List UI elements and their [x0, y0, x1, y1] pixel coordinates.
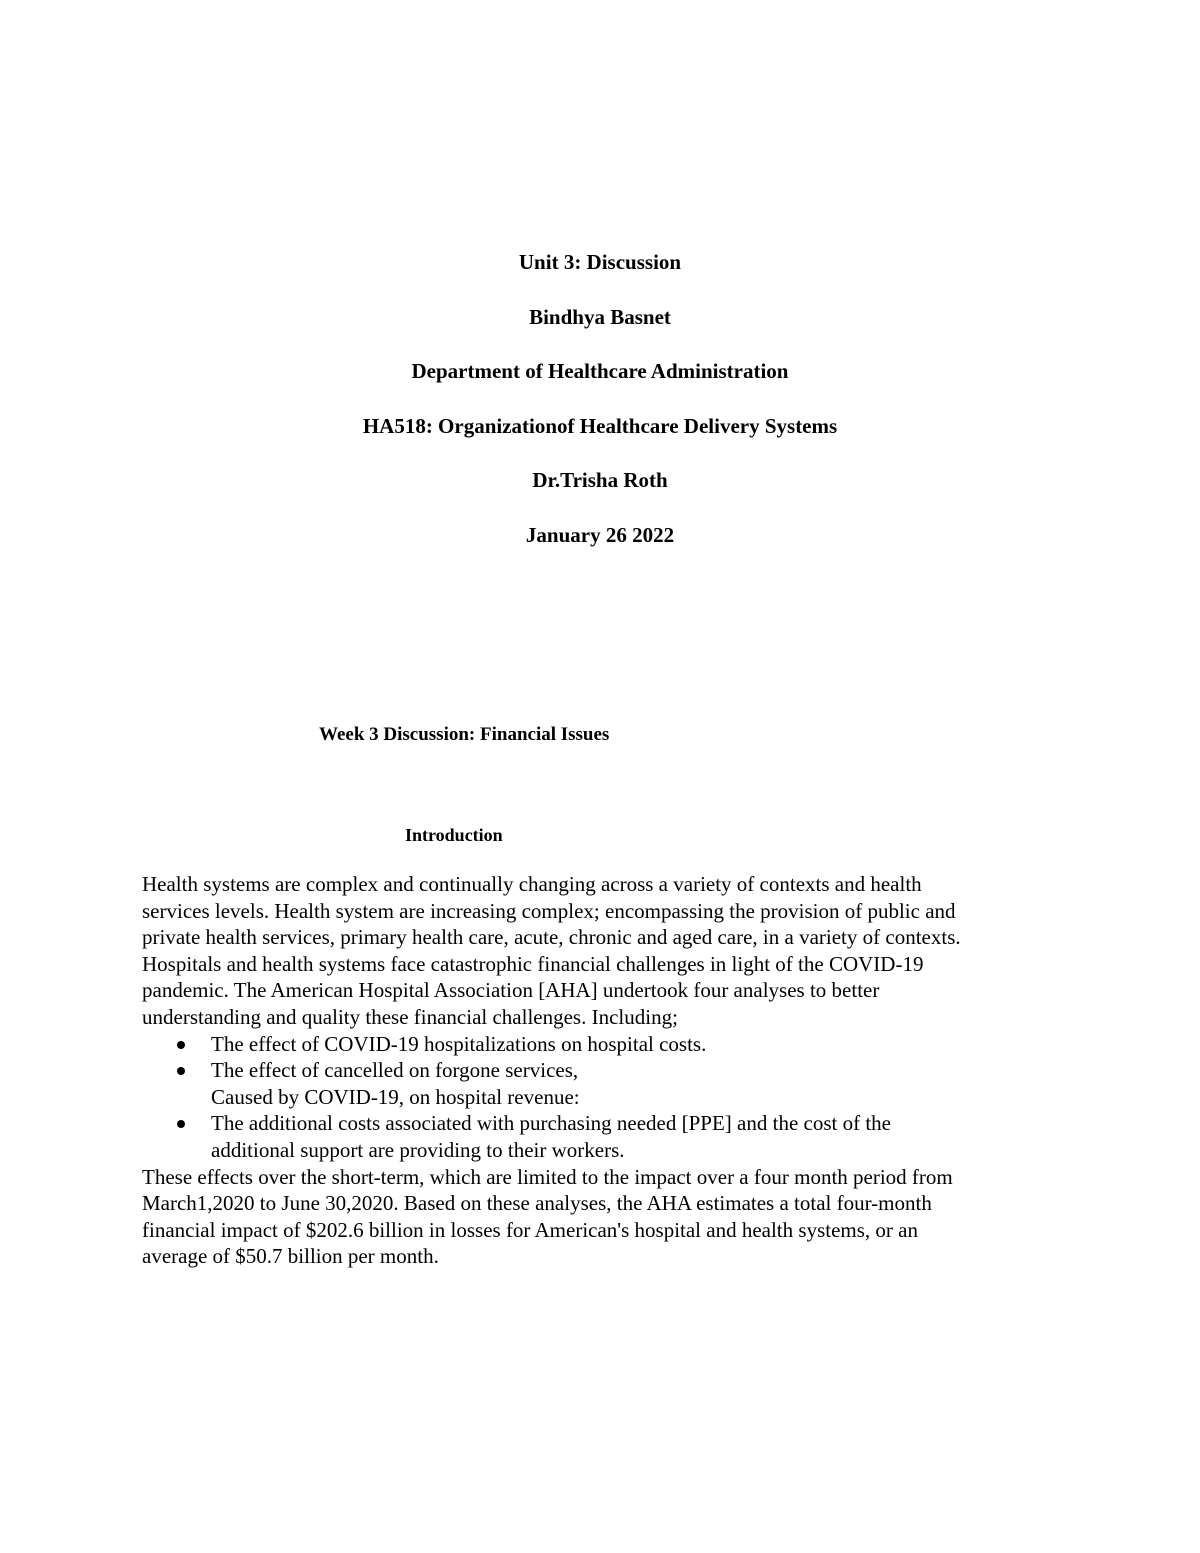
intro-line: Hospitals and health systems face catastrophic financial challenges in light of the COVID-19	[142, 951, 924, 976]
list-item	[142, 1110, 1072, 1163]
closing-line: These effects over the short-term, which are limited to the impact over a four month period from	[142, 1164, 953, 1189]
instructor-name: Dr.Trisha Roth	[532, 468, 668, 492]
week-heading: Week 3 Discussion: Financial Issues	[319, 724, 610, 745]
bullet-icon	[177, 1067, 185, 1075]
title-page-block	[0, 248, 1200, 575]
closing-paragraph	[142, 1164, 1072, 1270]
department-name: Department of Healthcare Administration	[411, 359, 789, 383]
introduction-heading: Introduction	[405, 825, 503, 845]
assignment-title: Unit 3: Discussion	[518, 250, 682, 274]
closing-line: March1,2020 to June 30,2020. Based on these analyses, the AHA estimates a total four-month	[142, 1191, 932, 1216]
list-item	[142, 1031, 1072, 1058]
list-item-text: Caused by COVID-19, on hospital revenue:	[211, 1084, 580, 1109]
bullet-icon	[177, 1041, 185, 1049]
list-item-text: The effect of COVID-19 hospitalizations on hospital costs.	[211, 1031, 707, 1056]
closing-line: average of $50.7 billion per month.	[142, 1244, 439, 1269]
intro-line: Health systems are complex and continually changing across a variety of contexts and health	[142, 872, 922, 896]
intro-paragraph	[142, 871, 1072, 1031]
list-item	[142, 1057, 1072, 1110]
intro-line: understanding and quality these financial challenges. Including;	[142, 1004, 678, 1029]
submission-date: January 26 2022	[525, 522, 675, 547]
list-item-text: additional support are providing to their workers.	[211, 1137, 625, 1162]
body-text	[142, 871, 1072, 1270]
bullet-list	[142, 1031, 1072, 1164]
course-name: HA518: Organizationof Healthcare Delivery Systems	[362, 413, 838, 438]
list-item-text: The effect of cancelled on forgone services,	[211, 1058, 579, 1083]
closing-line: financial impact of $202.6 billion in losses for American's hospital and health systems, or an	[142, 1217, 918, 1242]
bullet-icon	[177, 1120, 185, 1128]
intro-line: pandemic. The American Hospital Association [AHA] undertook four analyses to better	[142, 978, 880, 1003]
intro-line: services levels. Health system are increasing complex; encompassing the provision of public and	[142, 898, 956, 923]
intro-line: private health services, primary health care, acute, chronic and aged care, in a variety of contexts.	[142, 925, 961, 950]
author-name: Bindhya Basnet	[529, 304, 671, 329]
list-item-text: The additional costs associated with purchasing needed [PPE] and the cost of the	[211, 1111, 891, 1136]
